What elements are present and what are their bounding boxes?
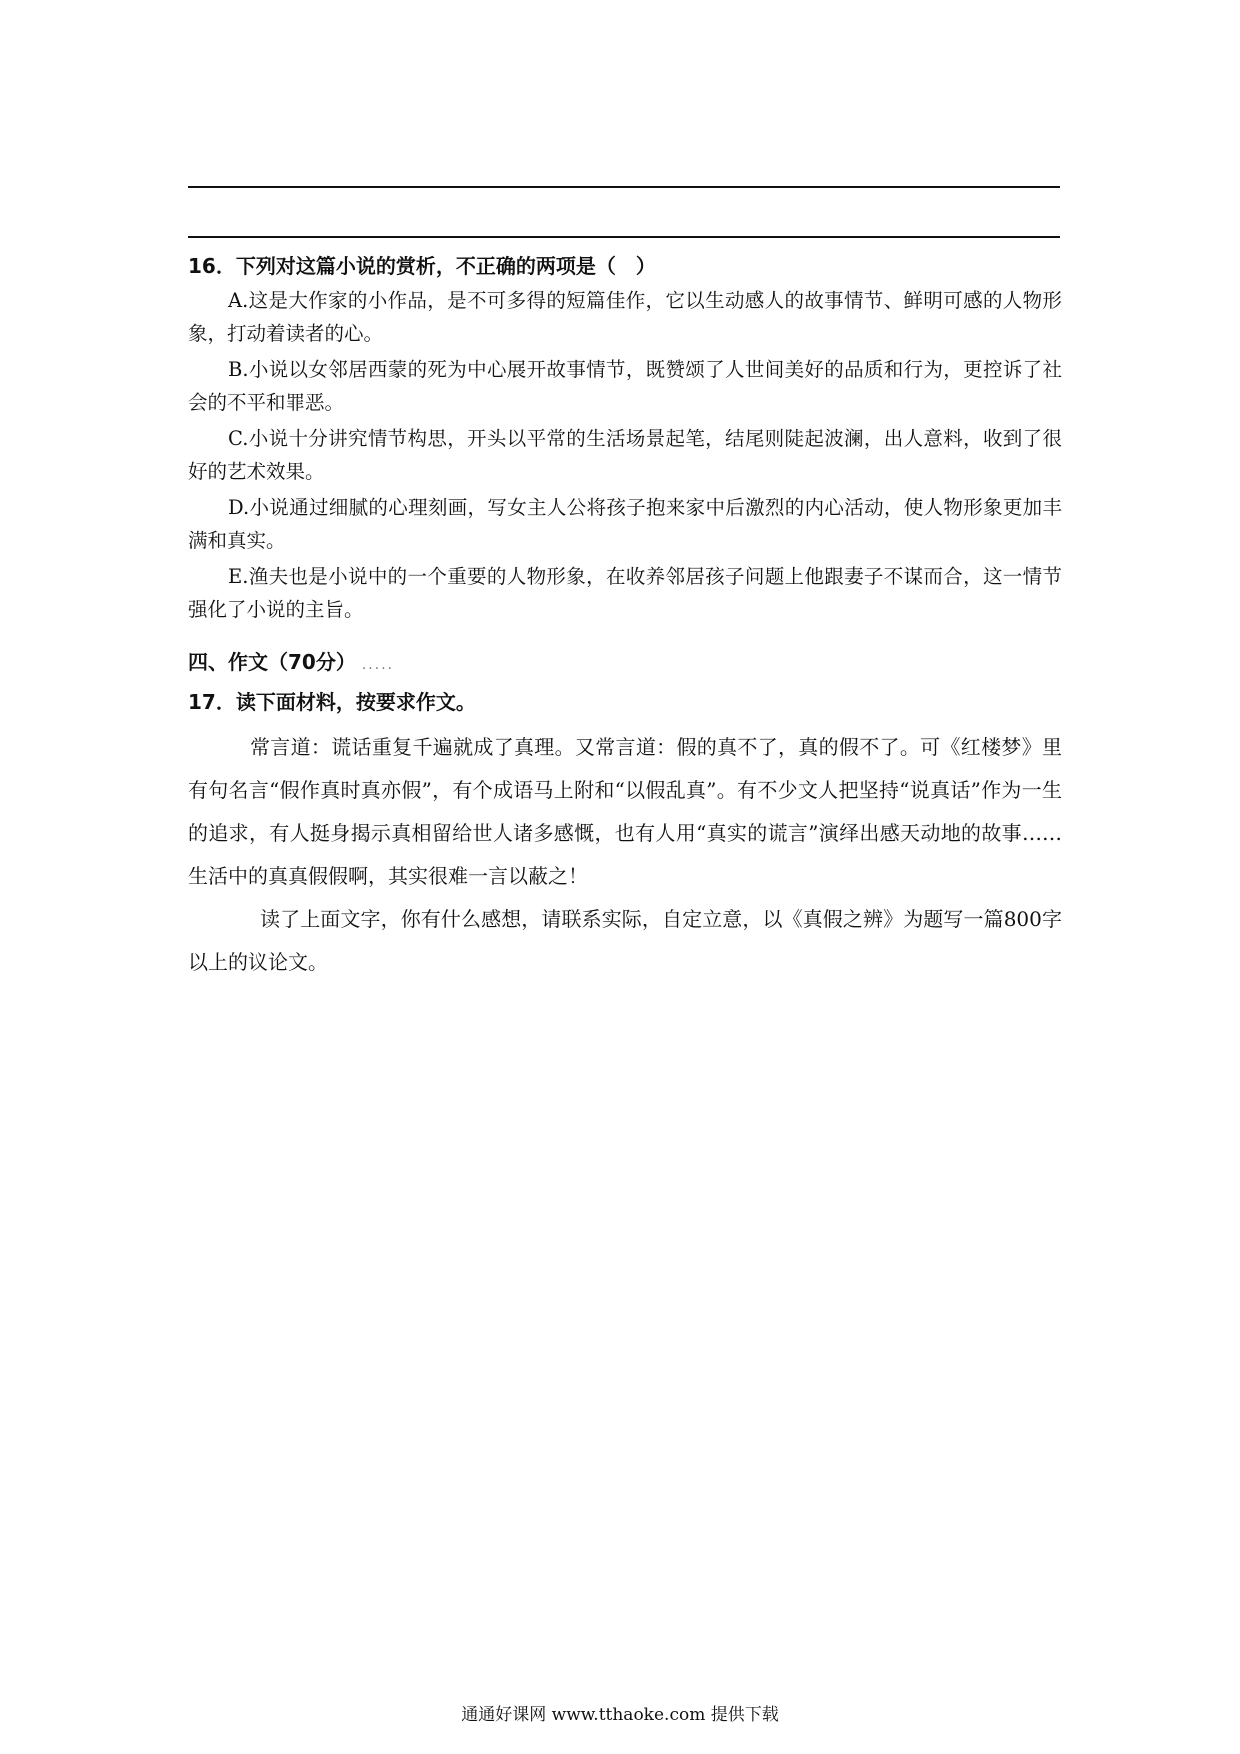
instruction-paragraph: 读了上面文字，你有什么感想，请联系实际，自定立意，以《真假之辨》为题写一篇800字以上的议论文。 [188, 907, 1062, 974]
page-footer: 通通好课网 www.tthaoke.com 提供下载 [461, 1705, 779, 1725]
answer-line-1 [188, 186, 1060, 188]
material-paragraph: 常言道：谎话重复千遍就成了真理。又常言道：假的真不了，真的假不了。可《红楼梦》里有句名言“假作真时真亦假”，有个成语马上附和“以假乱真”。有不少文人把坚持“说真话”作为一生的追求，有人挺身揭示真相留给世人诸多感慨，也有人用“真实的谎言”演绎出感天动地的故事……生活中的真真假假啊，其实很难一言以蔽之！ [188, 735, 1062, 888]
question-17-title: 17．读下面材料，按要求作文。 [188, 690, 476, 714]
question-16-options [188, 284, 1062, 629]
answer-line-2 [188, 236, 1060, 238]
option-a: A.这是大作家的小作品，是不可多得的短篇佳作，它以生动感人的故事情节、鲜明可感的人物形象，打动着读者的心。 [188, 289, 1062, 345]
option-b: B.小说以女邻居西蒙的死为中心展开故事情节，既赞颂了人世间美好的品质和行为，更控诉了社会的不平和罪恶。 [188, 358, 1062, 414]
option-e: E.渔夫也是小说中的一个重要的人物形象，在收养邻居孩子问题上他跟妻子不谋而合，这一情节强化了小说的主旨。 [188, 565, 1062, 621]
option-c: C.小说十分讲究情节构思，开头以平常的生活场景起笔，结尾则陡起波澜，出人意料，收到了很好的艺术效果。 [188, 427, 1062, 483]
section-4-heading: 四、作文（70分） ..... [188, 650, 395, 674]
question-16-title: 16．下列对这篇小说的赏析，不正确的两项是（ ） [188, 254, 656, 278]
dot-leader: ..... [361, 657, 395, 673]
option-d: D.小说通过细腻的心理刻画，写女主人公将孩子抱来家中后激烈的内心活动，使人物形象更加丰满和真实。 [188, 496, 1062, 552]
